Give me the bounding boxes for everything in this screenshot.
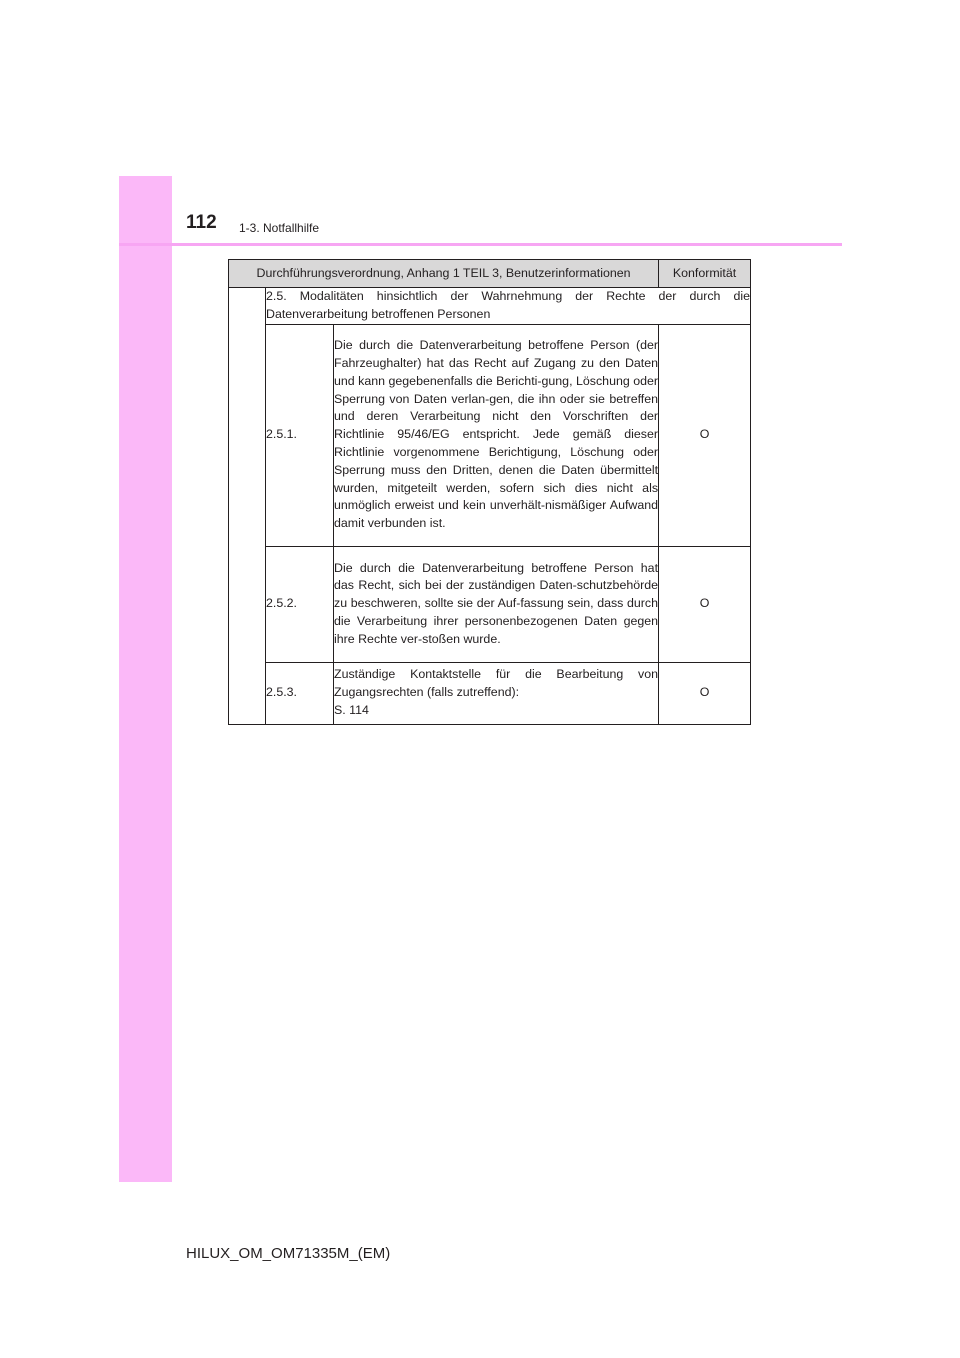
indent-cell	[229, 288, 266, 725]
intro-text: 2.5. Modalitäten hinsichtlich der Wahrnehmung der Rechte der durch die Datenverarbeitung betroffenen Personen	[266, 288, 751, 325]
item-description: Die durch die Datenverarbeitung betroffene Person hat das Recht, sich bei der zuständigen Daten-schutzbehörde zu beschweren, sollte sie der Auf-fassung sein, dass durch die Verarbeitung ihrer personenbezogenen Daten gegen ihre Rechte ver-stoßen wurde.	[334, 546, 659, 662]
conformity-value: O	[659, 546, 751, 662]
item-number: 2.5.3.	[266, 662, 334, 724]
column-header-conformity: Konformität	[659, 260, 751, 288]
regulation-table	[228, 259, 751, 725]
item-number: 2.5.2.	[266, 546, 334, 662]
table-row	[229, 324, 751, 546]
page-reference: S. 114	[334, 702, 369, 717]
item-description: Die durch die Datenverarbeitung betroffene Person (der Fahrzeughalter) hat das Recht auf Zugang zu den Daten und kann gegebenenfalls die Berichti-gung, Löschung oder Sperrung von Daten verlan-gen, die ihn oder sie betreffen und deren Verarbeitung nicht den Vorschriften der Richtlinie 95/46/EG entspricht. Jede gemäß dieser Richtlinie vorgenommene Berichtigung, Löschung oder Sperrung muss den Dritten, denen die Daten übermittelt wurden, mitgeteilt werden, sofern sich dies nicht als unmöglich erweist und kein unverhält-nismäßiger Aufwand damit verbunden ist.	[334, 324, 659, 546]
table-row	[229, 662, 751, 724]
table-row	[229, 546, 751, 662]
table-row-intro	[229, 288, 751, 325]
section-title: 1-3. Notfallhilfe	[239, 221, 320, 235]
conformity-value: O	[659, 662, 751, 724]
column-header-regulation: Durchführungsverordnung, Anhang 1 TEIL 3, Benutzerinformationen	[229, 260, 659, 288]
table-header-row	[229, 260, 751, 288]
item-description	[334, 662, 659, 724]
item-number: 2.5.1.	[266, 324, 334, 546]
document-id: HILUX_OM_OM71335M_(EM)	[186, 1245, 391, 1262]
conformity-value: O	[659, 324, 751, 546]
side-color-bar	[119, 176, 172, 1182]
header-divider	[119, 243, 842, 246]
item-description-text: Zuständige Kontaktstelle für die Bearbeitung von Zugangsrechten (falls zutreffend):	[334, 667, 659, 700]
page-number: 112	[186, 212, 217, 233]
